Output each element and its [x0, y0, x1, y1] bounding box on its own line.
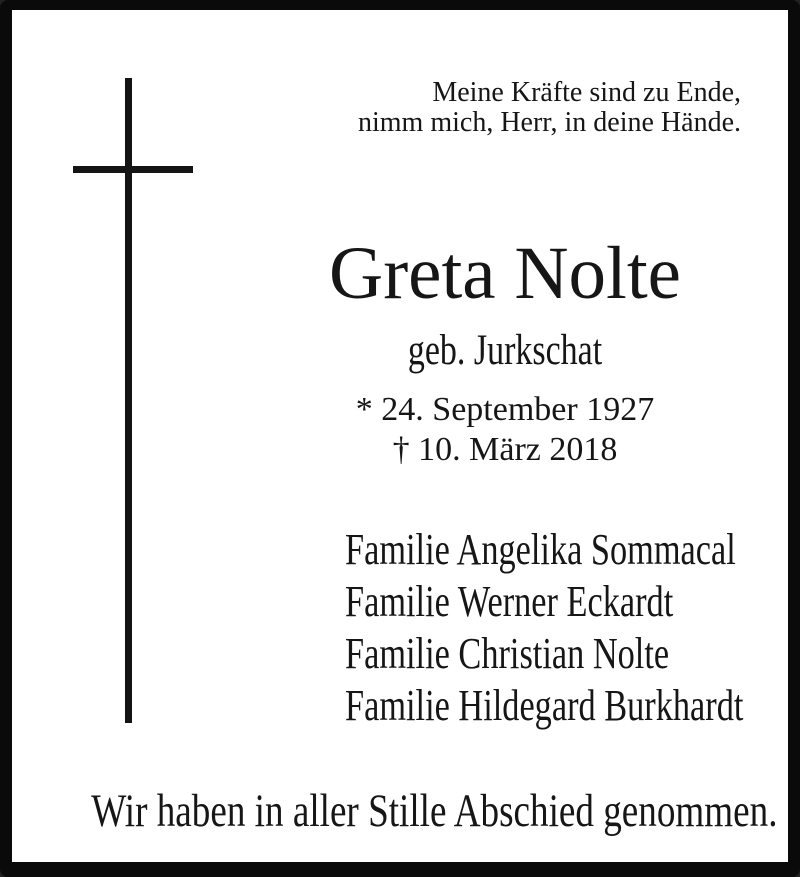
epitaph-quote-line1: Meine Kräfte sind zu Ende,: [432, 77, 741, 108]
mourner-line-text: Familie Angelika Sommacal: [345, 525, 736, 574]
deceased-name: Greta Nolte: [329, 232, 681, 315]
mourner-line: [345, 576, 800, 628]
cross-horizontal-beam: [73, 166, 193, 173]
mourner-line-text: Familie Hildegard Burkhardt: [345, 681, 744, 730]
mourner-line: [345, 524, 800, 576]
cross-vertical-beam: [125, 78, 132, 723]
life-dates: [255, 390, 755, 470]
epitaph-quote-line2: nimm mich, Herr, in deine Hände.: [358, 107, 741, 138]
death-date: † 10. März 2018: [392, 431, 618, 468]
mourner-line: [345, 628, 800, 680]
mourner-line: [345, 680, 800, 732]
epitaph-quote: [358, 78, 741, 138]
maiden-name: [255, 329, 755, 372]
maiden-name-text: geb. Jurkschat: [407, 327, 603, 374]
closing-line-text: Wir haben in aller Stille Abschied genommen.: [91, 785, 778, 837]
mourner-line-text: Familie Christian Nolte: [345, 629, 670, 678]
closing-line: [0, 785, 800, 837]
mourner-line-text: Familie Werner Eckardt: [345, 577, 674, 626]
mourner-list: [345, 524, 800, 732]
birth-date: * 24. September 1927: [355, 391, 655, 428]
